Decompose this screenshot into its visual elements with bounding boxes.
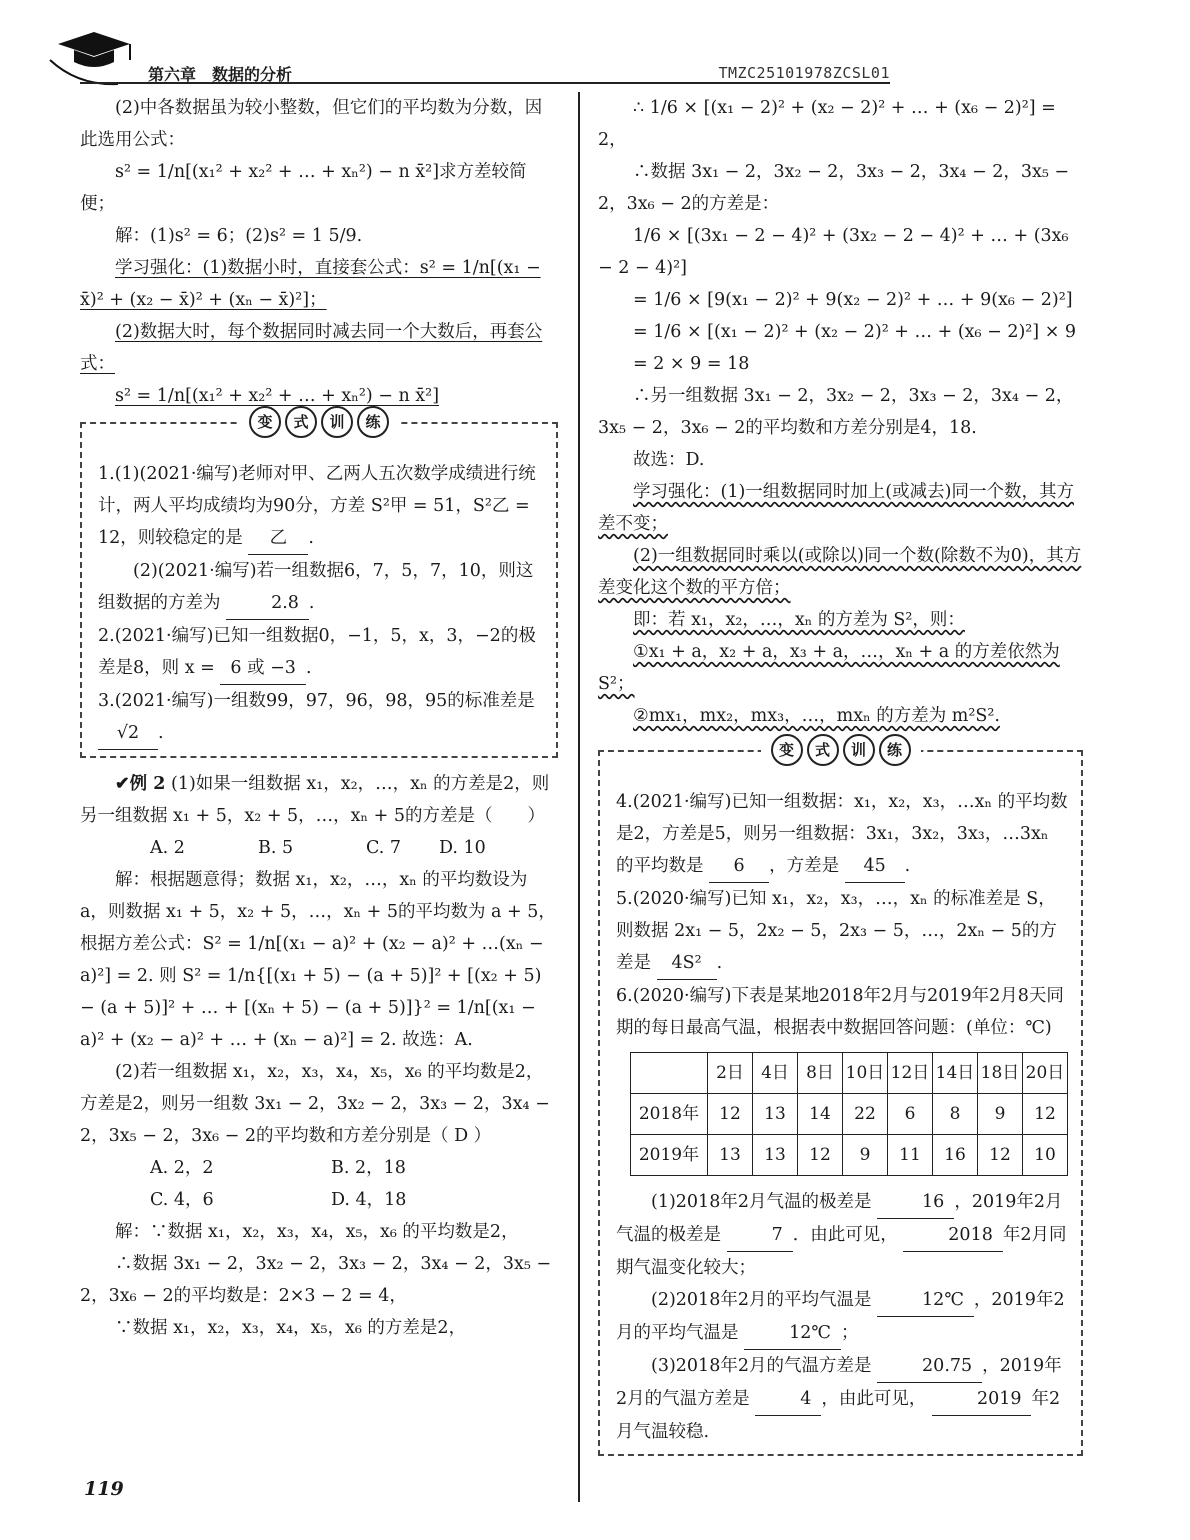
table-cell: 9 [843, 1135, 888, 1176]
answer: 2.8 [226, 587, 309, 620]
temperature-table [630, 1052, 1068, 1176]
sub-question: (1)2018年2月气温的极差是 16 ，2019年2月气温的极差是 7 ．由此可见， 2018 年2月同期气温变化较大； [616, 1186, 1069, 1284]
solution: 故选：D. [633, 450, 705, 470]
solution: = 1/6 × [9(x₁ − 2)² + 9(x₂ − 2)² + … + 9(x₆ − 2)²] [633, 290, 1073, 310]
column-divider [578, 92, 580, 1502]
study-tip: 学习强化：(1)一组数据同时加上(或减去)同一个数，其方差不变； [598, 482, 1074, 534]
solution: 解：(1)s² = 6；(2)s² = 1 5/9. [115, 226, 363, 246]
page-number: 119 [84, 1478, 124, 1500]
practice-box [80, 413, 558, 758]
options: C. 4，6 D. 4，18 [150, 1190, 407, 1210]
formula: s² = 1/n[(x₁² + x₂² + … + xₙ²) − n x̄²] [115, 386, 440, 406]
solution: ∴另一组数据 3x₁ − 2，3x₂ − 2，3x₃ − 2，3x₄ − 2，3x₅ − 2，3x₆ − 2的平均数和方差分别是4，18. [598, 386, 1074, 438]
table-cell: 12 [978, 1135, 1023, 1176]
formula: s² = 1/n[(x₁² + x₂² + … + xₙ²) − n x̄²]求方差较简便； [80, 162, 527, 214]
table-header: 8日 [798, 1053, 843, 1094]
answer: 16 [877, 1186, 954, 1219]
sub-question: (3)2018年2月的气温方差是 20.75 ，2019年2月的气温方差是 4 ，由此可见， 2019 年2月气温较稳. [616, 1350, 1069, 1448]
table-header: 14日 [933, 1053, 978, 1094]
question: 2.(2021·编写)已知一组数据0，−1，5，x，3，−2的极差是8，则 x = 6 或 −3 . [98, 620, 544, 685]
graduation-cap-icon [48, 30, 140, 86]
study-tip: (2)一组数据同时乘以(或除以)同一个数(除数不为0)，其方差变化这个数的平方倍； [598, 546, 1082, 598]
question: 5.(2020·编写)已知 x₁，x₂，x₃，…，xₙ 的标准差是 S，则数据 2x₁ − 5，2x₂ − 5，2x₃ − 5，…，2xₙ − 5的方差是 4S² . [616, 883, 1069, 980]
table-header: 4日 [753, 1053, 798, 1094]
answer: 6 或 −3 [220, 652, 306, 685]
practice-box-title: 变 式 训 练 [239, 406, 399, 438]
row-label: 2019年 [631, 1135, 708, 1176]
document-code: TMZC25101978ZCSL01 [718, 64, 890, 82]
study-tip: 学习强化：(1)数据小时，直接套公式：s² = 1/n[(x₁ − x̄)² + (x₂ − x̄)² + (xₙ − x̄)²]； [80, 258, 541, 310]
question: 4.(2021·编写)已知一组数据：x₁，x₂，x₃，…xₙ 的平均数是2，方差是5，则另一组数据：3x₁，3x₂，3x₃，…3xₙ 的平均数是 6 ，方差是 45 . [616, 786, 1069, 883]
table-cell: 13 [753, 1094, 798, 1135]
right-column [598, 92, 1083, 1466]
left-column [80, 92, 558, 1344]
answer: 12℃ [744, 1317, 841, 1350]
table-header: 2日 [708, 1053, 753, 1094]
row-label: 2018年 [631, 1094, 708, 1135]
solution: 1/6 × [(3x₁ − 2 − 4)² + (3x₂ − 2 − 4)² + … + (3x₆ − 2 − 4)²] [598, 226, 1069, 278]
study-tip: ①x₁ + a，x₂ + a，x₃ + a，…，xₙ + a 的方差依然为 S²； [598, 642, 1060, 694]
table-cell: 9 [978, 1094, 1023, 1135]
answer: 7 [727, 1219, 793, 1252]
table-cell: 10 [1023, 1135, 1068, 1176]
table-cell: 6 [888, 1094, 933, 1135]
answer: 45 [845, 850, 905, 883]
answer: 4S² [657, 947, 717, 980]
table-header: 18日 [978, 1053, 1023, 1094]
practice-box [598, 741, 1083, 1456]
header-rule [80, 82, 890, 84]
answer: 6 [709, 850, 769, 883]
answer: 12℃ [877, 1284, 974, 1317]
table-cell: 12 [1023, 1094, 1068, 1135]
study-tip: ②mx₁，mx₂，mx₃，…，mxₙ 的方差为 m²S². [633, 706, 1000, 726]
solution: ∴ 1/6 × [(x₁ − 2)² + (x₂ − 2)² + … + (x₆ − 2)²] = 2， [598, 98, 1056, 150]
solution: 解：∵数据 x₁，x₂，x₃，x₄，x₅，x₆ 的平均数是2， [115, 1222, 519, 1242]
table-cell: 8 [933, 1094, 978, 1135]
table-row [631, 1135, 1068, 1176]
options: A. 2，2 B. 2，18 [150, 1158, 406, 1178]
answer: √2 [98, 717, 158, 750]
solution: ∵数据 x₁，x₂，x₃，x₄，x₅，x₆ 的方差是2， [115, 1318, 467, 1338]
chapter-title: 第六章 数据的分析 [148, 65, 293, 84]
study-tip: (2)数据大时，每个数据同时减去同一个大数后，再套公式： [80, 322, 543, 374]
answer: 2018 [903, 1219, 1003, 1252]
practice-box-title: 变 式 训 练 [761, 734, 921, 766]
study-tip: 即：若 x₁，x₂，…，xₙ 的方差为 S²，则： [633, 610, 965, 630]
question: 1.(1)(2021·编写)老师对甲、乙两人五次数学成绩进行统计，两人平均成绩均为90分，方差 S²甲 = 51，S²乙 = 12，则较稳定的是 乙 . [98, 458, 544, 555]
answer: 乙 [248, 522, 308, 555]
table-cell: 11 [888, 1135, 933, 1176]
answer: 4 [755, 1383, 821, 1416]
table-header: 10日 [843, 1053, 888, 1094]
page-header [40, 30, 1160, 90]
table-cell: 16 [933, 1135, 978, 1176]
solution: 解：根据题意得；数据 x₁，x₂，…，xₙ 的平均数设为 a，则数据 x₁ + 5，x₂ + 5，…，xₙ + 5的平均数为 a + 5，根据方差公式：S² = 1/n[(x₁ − a)² + (x₂ − a)² + …(xₙ − a)²] = 2. 则 S² = 1/n{[(x₁ + 5) − (a + 5)]² + [(x₂ + 5) − (a + 5)]² + … + [(xₙ + 5) − (a + 5)]}² = 1/n[(x₁ − a)² + (x₂ − a)² + … + (xₙ − a)²] = 2. 故选：A. [80, 870, 556, 1050]
options: A. 2 B. 5 C. 7 D. 10 [150, 838, 486, 858]
question: (2)(2021·编写)若一组数据6，7，5，7，10，则这组数据的方差为 2.8 . [98, 555, 544, 620]
solution: = 1/6 × [(x₁ − 2)² + (x₂ − 2)² + … + (x₆ − 2)²] × 9 [633, 322, 1077, 342]
table-row [631, 1094, 1068, 1135]
question: 6.(2020·编写)下表是某地2018年2月与2019年2月8天同期的每日最高气温，根据表中数据回答问题：(单位：℃) [616, 986, 1064, 1038]
question: (2)若一组数据 x₁，x₂，x₃，x₄，x₅，x₆ 的平均数是2，方差是2，则另一组数 3x₁ − 2，3x₂ − 2，3x₃ − 2，3x₄ − 2，3x₅ − 2，3x₆ − 2的平均数和方差分别是（ D ） [80, 1062, 550, 1146]
table-header-row [631, 1053, 1068, 1094]
table-cell: 13 [708, 1135, 753, 1176]
table-header: 20日 [1023, 1053, 1068, 1094]
table-cell: 22 [843, 1094, 888, 1135]
solution: ∴数据 3x₁ − 2，3x₂ − 2，3x₃ − 2，3x₄ − 2，3x₅ − 2，3x₆ − 2的方差是： [598, 162, 1070, 214]
table-cell: 12 [708, 1094, 753, 1135]
table-header: 12日 [888, 1053, 933, 1094]
answer: 2019 [932, 1383, 1032, 1416]
question: 3.(2021·编写)一组数99，97，96，98，95的标准差是 √2 . [98, 685, 544, 750]
table-cell: 14 [798, 1094, 843, 1135]
table-cell: 13 [753, 1135, 798, 1176]
solution: = 2 × 9 = 18 [633, 354, 750, 374]
solution: ∴数据 3x₁ − 2，3x₂ − 2，3x₃ − 2，3x₄ − 2，3x₅ − 2，3x₆ − 2的平均数是：2×3 − 2 = 4， [80, 1254, 552, 1306]
paragraph: (2)中各数据虽为较小整数，但它们的平均数为分数，因此选用公式： [80, 98, 543, 150]
answer: 20.75 [877, 1350, 982, 1383]
sub-question: (2)2018年2月的平均气温是 12℃ ，2019年2月的平均气温是 12℃ ； [616, 1284, 1069, 1350]
example-2: ✔例 2 (1)如果一组数据 x₁，x₂，…，xₙ 的方差是2，则另一组数据 x₁ + 5，x₂ + 5，…，xₙ + 5的方差是（ ） [80, 774, 550, 826]
table-cell: 12 [798, 1135, 843, 1176]
